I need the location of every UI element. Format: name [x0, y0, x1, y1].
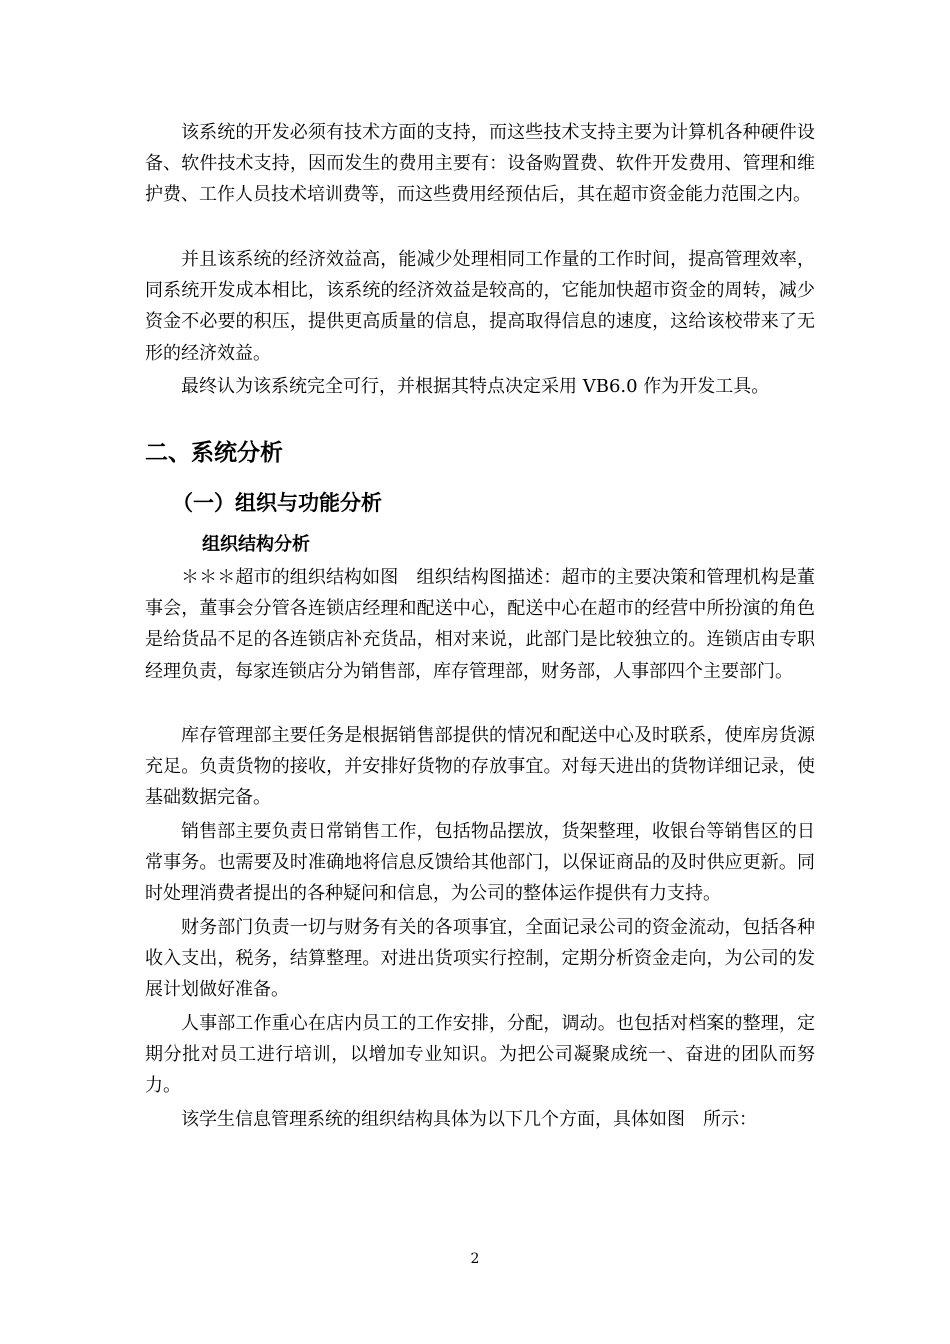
paragraph-technical-cost: 该系统的开发必须有技术方面的支持，而这些技术支持主要为计算机各种硬件设备、软件技术支持，因而发生的费用主要有：设备购置费、软件开发费用、管理和维护费、工作人员技术培训费等，而这些费用经预估后，其在超市资金能力范围之内。 — [145, 122, 815, 206]
paragraph-inventory-dept: 库存管理部主要任务是根据销售部提供的情况和配送中心及时联系，使库房货源充足。负责货物的接收，并安排好货物的存放事宜。对每天进出的货物详细记录，使基础数据完备。 — [145, 725, 815, 809]
paragraph-sales-dept: 销售部主要负责日常销售工作，包括物品摆放，货架整理，收银台等销售区的日常事务。也需要及时准确地将信息反馈给其他部门，以保证商品的及时供应更新。同时处理消费者提出的各种疑问和信息，为公司的整体运作提供有力支持。 — [145, 821, 815, 905]
section-heading: 二、系统分析 — [145, 439, 283, 466]
paragraph-org-structure: ＊＊＊超市的组织结构如图 组织结构图描述：超市的主要决策和管理机构是董事会，董事会分管各连锁店经理和配送中心，配送中心在超市的经营中所扮演的角色是给货品不足的各连锁店补充货品，相对来说，此部门是比较独立的。连锁店由专职经理负责，每家连锁店分为销售部，库存管理部，财务部，人事部四个主要部门。 — [145, 567, 815, 682]
subsection-heading: （一）组织与功能分析 — [172, 490, 382, 515]
sub-subheading: 组织结构分析 — [202, 534, 310, 555]
paragraph-economic-benefit: 并且该系统的经济效益高，能减少处理相同工作量的工作时间，提高管理效率，同系统开发成本相比，该系统的经济效益是较高的，它能加快超市资金的周转，减少资金不必要的积压，提供更高质量的信息，提高取得信息的速度，这给该校带来了无形的经济效益。 — [145, 249, 815, 364]
paragraph-hr-dept: 人事部工作重心在店内员工的工作安排，分配，调动。也包括对档案的整理，定期分批对员工进行培训，以增加专业知识。为把公司凝聚成统一、奋进的团队而努力。 — [145, 1013, 815, 1097]
paragraph-figure-reference: 该学生信息管理系统的组织结构具体为以下几个方面，具体如图 所示： — [181, 1109, 757, 1130]
paragraph-feasibility-conclusion: 最终认为该系统完全可行，并根据其特点决定采用 VB6.0 作为开发工具。 — [181, 376, 770, 397]
paragraph-finance-dept: 财务部门负责一切与财务有关的各项事宜，全面记录公司的资金流动，包括各种收入支出，税务，结算整理。对进出货项实行控制，定期分析资金走向，为公司的发展计划做好准备。 — [145, 917, 815, 1001]
page-number: 2 — [470, 1251, 480, 1267]
